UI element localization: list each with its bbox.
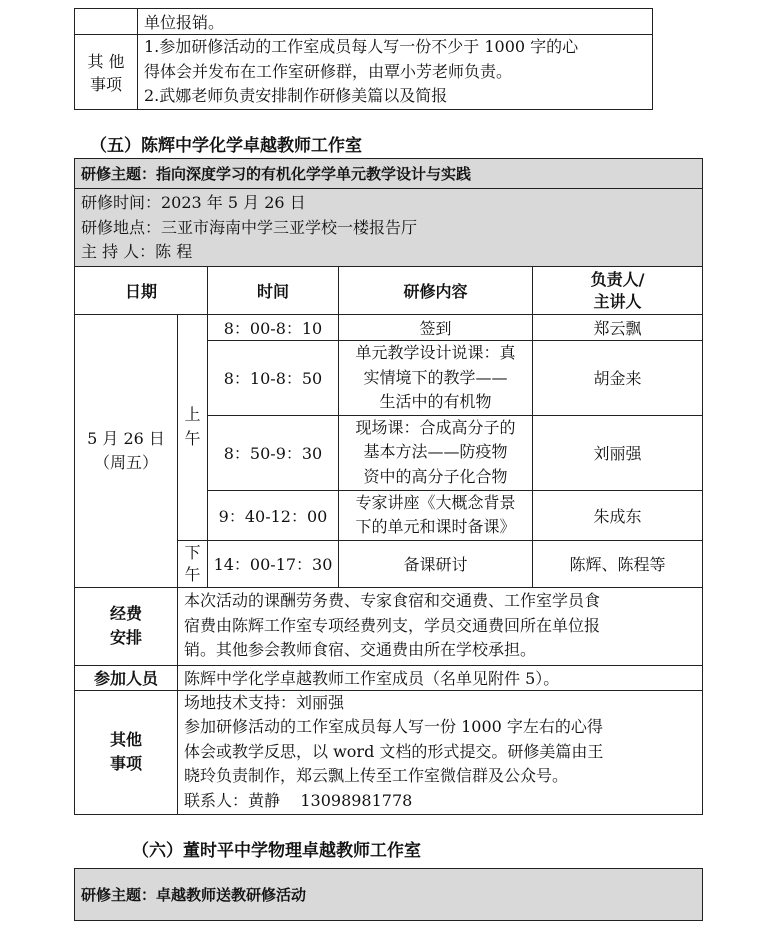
- header-time: 时间: [208, 267, 339, 315]
- schedule-time: 8：50-9：30: [208, 415, 339, 490]
- section5-theme: 研修主题：指向深度学习的有机化学学单元教学设计与实践: [75, 159, 703, 189]
- participants-text: 陈辉中学化学卓越教师工作室成员（名单见附件 5）。: [178, 665, 703, 690]
- schedule-content: 专家讲座《大概念背景 下的单元和课时备课》: [339, 490, 533, 540]
- top-other-text: 1.参加研修活动的工作室成员每人写一份不少于 1000 字的心 得体会并发布在工作室研修群，由覃小芳老师负责。 2.武娜老师负责安排制作研修美篇以及简报: [138, 35, 653, 110]
- schedule-lead: 郑云飘: [533, 315, 703, 341]
- schedule-content: 签到: [339, 315, 533, 341]
- section6-title: （六）董时平中学物理卓越教师工作室: [132, 841, 421, 861]
- afternoon-label: 下 午: [178, 540, 208, 587]
- top-other-label: 其 他 事项: [75, 35, 138, 110]
- section5-table: [74, 158, 703, 815]
- schedule-content: 单元教学设计说课：真 实情境下的教学—— 生活中的有机物: [339, 341, 533, 416]
- schedule-time: 8：00-8：10: [208, 315, 339, 341]
- schedule-time: 14：00-17：30: [208, 540, 339, 587]
- other-label: 其他 事项: [75, 690, 178, 814]
- section6-table: [74, 868, 703, 921]
- other-text: 场地技术支持：刘丽强 参加研修活动的工作室成员每人写一份 1000 字左右的心得 体会或教学反思，以 word 文档的形式提交。研修美篇由王 晓玲负责制作，郑云飘上传至工作室微信群及公众号。 联系人：黄静 13098981778: [178, 690, 703, 814]
- schedule-content: 现场课：合成高分子的 基本方法——防疫物 资中的高分子化合物: [339, 415, 533, 490]
- participants-label: 参加人员: [75, 665, 178, 690]
- schedule-date: 5 月 26 日 （周五）: [75, 315, 178, 588]
- header-content: 研修内容: [339, 267, 533, 315]
- schedule-content: 备课研讨: [339, 540, 533, 587]
- fees-text: 本次活动的课酬劳务费、专家食宿和交通费、工作室学员食 宿费由陈辉工作室专项经费列支，学员交通费回所在单位报 销。其他参会教师食宿、交通费由所在学校承担。: [178, 587, 703, 665]
- schedule-lead: 胡金来: [533, 341, 703, 416]
- section5-info: 研修时间：2023 年 5 月 26 日 研修地点：三亚市海南中学三亚学校一楼报告厅 主 持 人：陈 程: [75, 189, 703, 267]
- schedule-lead: 朱成东: [533, 490, 703, 540]
- top-row1-text: 单位报销。: [138, 9, 653, 35]
- morning-label: 上 午: [178, 315, 208, 541]
- fees-label: 经费 安排: [75, 587, 178, 665]
- header-date: 日期: [75, 267, 208, 315]
- top-table: [74, 8, 653, 110]
- schedule-time: 9：40-12：00: [208, 490, 339, 540]
- schedule-time: 8：10-8：50: [208, 341, 339, 416]
- section5-title: （五）陈辉中学化学卓越教师工作室: [90, 136, 362, 156]
- schedule-lead: 陈辉、陈程等: [533, 540, 703, 587]
- section6-theme: 研修主题：卓越教师送教研修活动: [75, 869, 703, 921]
- schedule-lead: 刘丽强: [533, 415, 703, 490]
- header-lead: 负责人/ 主讲人: [533, 267, 703, 315]
